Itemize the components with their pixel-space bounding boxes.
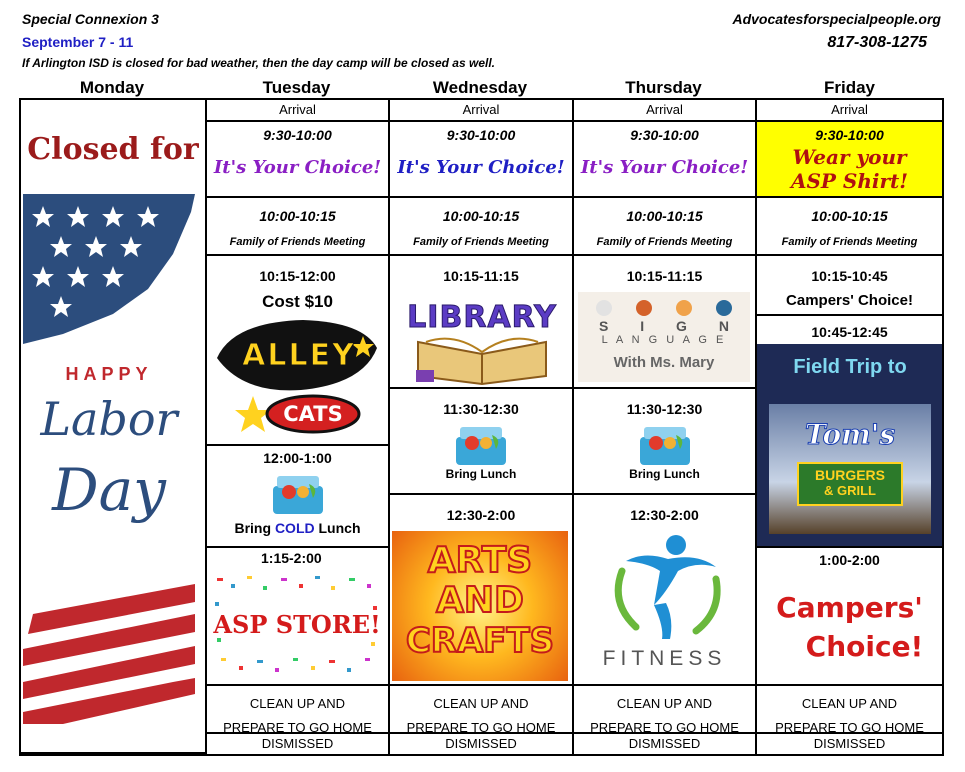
time-label: 10:15-12:00	[259, 268, 336, 284]
activity-label: Family of Friends Meeting	[781, 236, 918, 248]
day-header-friday: Friday	[823, 78, 876, 97]
cats-text: CATS	[283, 402, 343, 426]
cleanup-line-2: PREPARE TO GO HOME	[223, 720, 372, 734]
thursday-dismissed: DISMISSED	[574, 734, 757, 754]
camp-title: Special Connexion 3	[22, 11, 159, 27]
time-label: 12:30-2:00	[446, 507, 516, 523]
tuesday-slot-930	[207, 122, 390, 198]
lunch-cold: COLD	[274, 520, 315, 536]
tuesday-slot-1015	[207, 256, 390, 446]
lunchbox-icon	[269, 472, 327, 516]
wednesday-slot-1000	[390, 198, 574, 256]
schedule-grid	[19, 98, 944, 756]
tuesday-dismissed: DISMISSED	[207, 734, 390, 754]
activity-label: It's Your Choice!	[397, 157, 565, 178]
website: Advocatesforspecialpeople.org	[732, 11, 941, 27]
tuesday-cleanup	[207, 686, 390, 734]
time-label: 10:00-10:15	[626, 208, 703, 224]
labor-text: Labor	[40, 392, 178, 446]
time-label: 1:00-2:00	[819, 552, 880, 568]
field-trip-graphic	[757, 344, 942, 546]
labor-day-graphic	[23, 194, 195, 724]
friday-slot-1045	[757, 316, 942, 548]
cleanup-line-1: CLEAN UP AND	[249, 696, 346, 711]
tuesday-slot-1200	[207, 446, 390, 548]
tuesday-arrival: Arrival	[207, 100, 390, 122]
thursday-slot-930	[574, 122, 757, 198]
field-trip-text: Field Trip to	[793, 356, 907, 378]
activity-label: Family of Friends Meeting	[596, 236, 733, 248]
wednesday-slot-1130	[390, 389, 574, 495]
language-text: L A N G U A G E	[601, 334, 727, 346]
time-label: 12:30-2:00	[630, 507, 699, 523]
time-label: 11:30-12:30	[443, 401, 519, 417]
campers-choice-big-2: Choice!	[805, 630, 924, 663]
wednesday-dismissed: DISMISSED	[390, 734, 574, 754]
closed-label: Closed for	[27, 132, 199, 167]
alley-text: ALLEY	[242, 338, 356, 373]
bring-lunch-label: Bring Lunch	[445, 467, 517, 481]
friday-slot-1000	[757, 198, 942, 256]
thursday-slot-1130	[574, 389, 757, 495]
fitness-figure-icon	[604, 531, 728, 643]
activity-label: It's Your Choice!	[580, 157, 749, 178]
burgers-sign	[797, 462, 903, 506]
date-range: September 7 - 11	[22, 34, 134, 50]
time-label: 1:15-2:00	[261, 550, 322, 566]
time-label: 9:30-10:00	[630, 127, 699, 143]
wednesday-arrival: Arrival	[390, 100, 574, 122]
time-label: 10:00-10:15	[259, 208, 336, 224]
cleanup-line-2: PREPARE TO GO HOME	[406, 720, 556, 734]
library-graphic	[396, 292, 568, 386]
day-text: Day	[52, 456, 166, 524]
day-header-wednesday: Wednesday	[432, 78, 528, 97]
cleanup-line-2: PREPARE TO GO HOME	[590, 720, 739, 734]
thursday-cleanup	[574, 686, 757, 734]
sign-language-graphic	[578, 292, 750, 382]
arts-crafts-graphic	[392, 531, 568, 681]
grill-text: & GRILL	[824, 483, 876, 498]
library-text: LIBRARY	[407, 300, 557, 335]
time-label: 9:30-10:00	[446, 127, 516, 143]
cleanup-line-1: CLEAN UP AND	[616, 696, 713, 711]
day-header-monday: Monday	[79, 78, 145, 97]
tuesday-slot-1000	[207, 198, 390, 256]
fitness-text: FITNESS	[602, 647, 727, 670]
time-label: 10:45-12:45	[811, 324, 888, 340]
friday-slot-100	[757, 548, 942, 686]
toms-sign	[769, 404, 931, 534]
wednesday-slot-1230	[390, 495, 574, 686]
time-label: 10:00-10:15	[442, 208, 520, 224]
arts-text-1: ARTS	[427, 540, 533, 581]
friday-cleanup	[757, 686, 942, 734]
day-header-thursday: Thursday	[625, 78, 702, 97]
day-header-tuesday: Tuesday	[262, 78, 331, 97]
tuesday-slot-115	[207, 548, 390, 686]
weather-notice: If Arlington ISD is closed for bad weather, then the day camp will be closed as well.	[22, 56, 495, 70]
cleanup-line-1: CLEAN UP AND	[433, 696, 529, 711]
time-label: 10:15-11:15	[443, 268, 519, 284]
lunch-word: Lunch	[314, 520, 361, 536]
cost-label: Cost $10	[262, 292, 333, 311]
thursday-slot-1015	[574, 256, 757, 389]
asp-store-graphic	[211, 572, 383, 680]
activity-label: Family of Friends Meeting	[229, 236, 366, 248]
asp-store-text: ASP STORE!	[213, 610, 381, 639]
activity-label: It's Your Choice!	[213, 157, 382, 178]
friday-dismissed: DISMISSED	[813, 736, 886, 751]
bring-lunch-label: Bring Lunch	[629, 467, 700, 481]
activity-label: Family of Friends Meeting	[413, 236, 549, 248]
time-label: 9:30-10:00	[263, 127, 332, 143]
time-label: 12:00-1:00	[263, 450, 332, 466]
thursday-arrival: Arrival	[574, 100, 757, 122]
time-label: 10:00-10:15	[811, 208, 888, 224]
sign-text: S I G N	[599, 318, 743, 334]
thursday-slot-1000	[574, 198, 757, 256]
arts-text-3: CRAFTS	[405, 621, 555, 661]
toms-text: Tom's	[804, 418, 896, 451]
burgers-text: BURGERS	[814, 467, 885, 483]
wednesday-slot-1015	[390, 256, 574, 389]
cleanup-line-2: PREPARE TO GO HOME	[775, 720, 924, 734]
wednesday-slot-930	[390, 122, 574, 198]
lunchbox-icon	[452, 423, 510, 467]
time-label: 10:15-11:15	[626, 268, 703, 284]
time-label: 11:30-12:30	[626, 401, 703, 417]
cleanup-line-1: CLEAN UP AND	[801, 696, 898, 711]
happy-text: HAPPY	[65, 364, 153, 384]
phone: 817-308-1275	[827, 34, 927, 51]
friday-slot-930	[757, 122, 942, 198]
alley-cats-logo	[213, 318, 381, 434]
friday-arrival: Arrival	[757, 100, 942, 122]
time-label: 10:15-10:45	[811, 268, 888, 284]
monday-column	[21, 100, 207, 754]
arts-text-2: AND	[436, 580, 524, 621]
wednesday-cleanup	[390, 686, 574, 734]
with-ms-mary: With Ms. Mary	[613, 354, 715, 371]
time-label: 9:30-10:00	[815, 127, 884, 143]
lunch-bring: Bring	[234, 520, 275, 536]
campers-choice-big-1: Campers'	[776, 591, 923, 624]
thursday-slot-1230	[574, 495, 757, 686]
friday-slot-1015	[757, 256, 942, 316]
campers-choice-label: Campers' Choice!	[786, 292, 913, 309]
activity-label: Wear your ASP Shirt!	[790, 145, 909, 193]
bring-cold-lunch	[207, 520, 388, 536]
lunchbox-icon	[636, 423, 694, 467]
